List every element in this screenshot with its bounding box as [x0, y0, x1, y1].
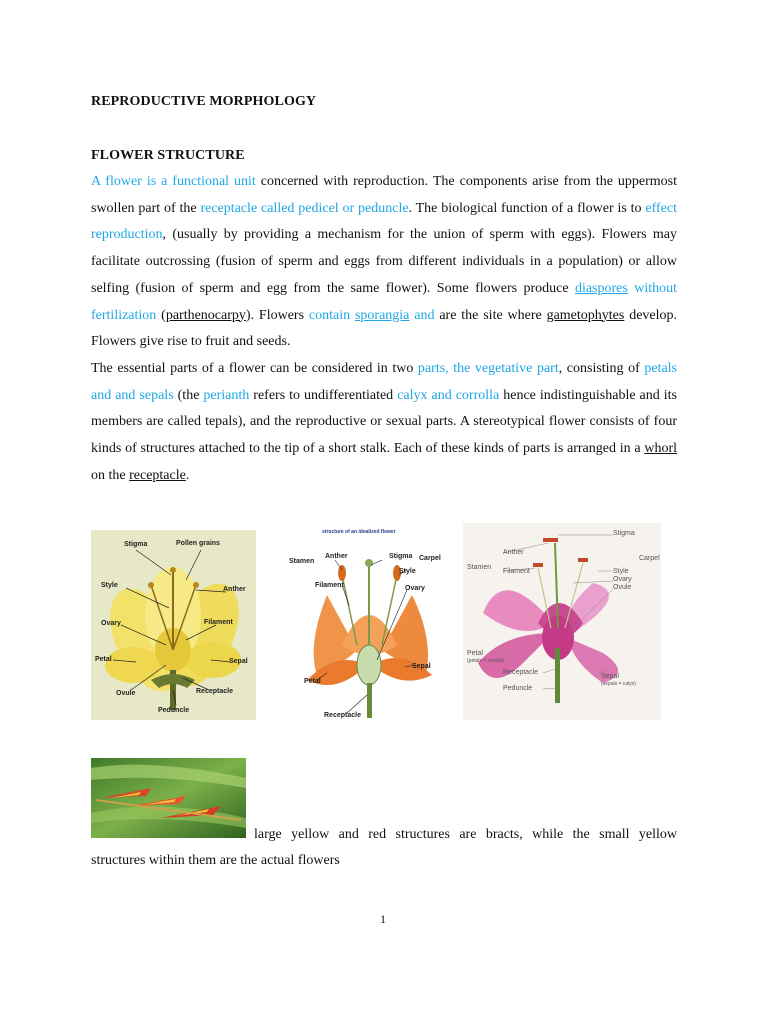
- label-pollen-grains: Pollen grains: [176, 540, 220, 547]
- label-filament-2: Filament: [315, 582, 344, 589]
- link-functional-unit[interactable]: A flower is a functional unit: [91, 174, 256, 189]
- photo-caption-line1: large yellow and red structures are bracts, while the small yellow: [254, 827, 677, 842]
- label-stigma-3: Stigma: [613, 530, 635, 537]
- link-receptacle[interactable]: receptacle called pedicel or peduncle: [200, 200, 409, 216]
- label-ovule-3: Ovule: [613, 584, 632, 591]
- label-petal-2: Petal: [304, 678, 321, 685]
- label-filament-3: Filament: [503, 568, 530, 575]
- link-without-fertilization[interactable]: without fertilization: [91, 280, 678, 323]
- label-stamen-2: Stamen: [289, 558, 315, 565]
- label-filament: Filament: [204, 619, 233, 626]
- link-whorl[interactable]: whorl: [644, 441, 677, 457]
- label-petal: Petal: [95, 656, 112, 663]
- label-sepal-3: Sepal: [601, 673, 619, 680]
- label-anther: Anther: [223, 586, 246, 593]
- label-ovary-2: Ovary: [405, 585, 425, 592]
- label-ovary-3: Ovary: [613, 576, 632, 583]
- link-sporangia[interactable]: sporangia: [354, 307, 410, 323]
- link-calyx-corolla[interactable]: calyx and corrolla: [397, 387, 500, 403]
- label-receptacle-3: Receptacle: [503, 669, 539, 676]
- label-sepal: Sepal: [229, 658, 248, 665]
- label-petals-corolla: (petals = corolla): [467, 658, 505, 664]
- label-receptacle: Receptacle: [196, 688, 233, 695]
- label-ovary: Ovary: [101, 620, 121, 627]
- section-title: FLOWER STRUCTURE: [91, 148, 245, 163]
- label-carpel-3: Carpel: [639, 555, 660, 562]
- label-receptacle-2: Receptacle: [324, 712, 361, 719]
- photo-caption-line2: structures within them are the actual flowers: [91, 853, 340, 868]
- page-number: 1: [380, 912, 386, 926]
- link-contain[interactable]: contain: [308, 307, 351, 323]
- label-style: Style: [101, 582, 118, 589]
- photo-heliconia-bracts: [91, 758, 246, 838]
- link-perianth[interactable]: perianth: [203, 387, 250, 403]
- label-peduncle-3: Peduncle: [503, 685, 533, 692]
- figure-orange-flower: [287, 525, 452, 725]
- label-figure2-title: structure of an idealized flower: [322, 529, 396, 535]
- label-anther-3: Anther: [503, 549, 524, 556]
- figure-yellow-flower: [91, 530, 256, 720]
- label-style-2: Style: [399, 568, 416, 575]
- pink-lily-illustration: [463, 523, 661, 720]
- link-parthenocarpy[interactable]: parthenocarpy: [165, 307, 246, 323]
- label-stigma-2: Stigma: [389, 553, 413, 560]
- label-stamen-3: Stamen: [467, 564, 492, 571]
- link-diaspores[interactable]: diaspores: [574, 280, 628, 296]
- label-ovule: Ovule: [116, 690, 136, 697]
- label-stigma: Stigma: [124, 541, 148, 548]
- link-vegetative-part[interactable]: parts, the vegetative part: [417, 361, 559, 376]
- link-receptacle-2[interactable]: receptacle: [129, 467, 186, 483]
- label-sepals-calyx: (sepals = calyx): [601, 681, 636, 687]
- link-petals-sepals[interactable]: petals and and sepals: [91, 361, 677, 403]
- document-title: REPRODUCTIVE MORPHOLOGY: [91, 94, 317, 109]
- label-sepal-2: Sepal: [412, 663, 431, 670]
- link-effect-reproduction[interactable]: effect reproduction: [91, 200, 677, 243]
- heliconia-photo-illustration: [91, 758, 246, 838]
- link-gametophytes[interactable]: gametophytes: [546, 307, 625, 323]
- label-style-3: Style: [613, 568, 629, 575]
- figure-pink-lily: [463, 523, 661, 720]
- paragraph-essential-parts: The essential parts of a flower can be considered in two parts, the vegetative part, consisting of petals and and sepals (the perianth refers to undifferentiated calyx and corrolla hence indistinguishable and its members are called tepals), and the reproductive or sexual parts. A stereotypical flower consists of four kinds of structures attached to the tip of a short stalk. Each of these kinds of parts is arranged in a whorl on the receptacle.: [91, 361, 677, 483]
- label-peduncle: Peduncle: [158, 707, 190, 714]
- label-carpel-2: Carpel: [419, 555, 441, 562]
- label-anther-2: Anther: [325, 553, 348, 560]
- link-and[interactable]: and: [409, 307, 435, 323]
- label-petal-3: Petal: [467, 650, 483, 657]
- paragraph-flower-structure: A flower is a functional unit concerned with reproduction. The components arise from the uppermost swollen part of the receptacle called pedicel or peduncle. The biological function of a flower is to effect reproduction, (usually by providing a mechanism for the union of sperm with eggs). Flowers may facilitate outcrossing (fusion of sperm and eggs from different individuals in a population) or allow selfing (fusion of sperm and egg from the same flower). Some flowers produce diaspores without fertilization (parthenocarpy). Flowers contain sporangia and are the site where gametophytes develop. Flowers give rise to fruit and seeds.: [91, 174, 678, 350]
